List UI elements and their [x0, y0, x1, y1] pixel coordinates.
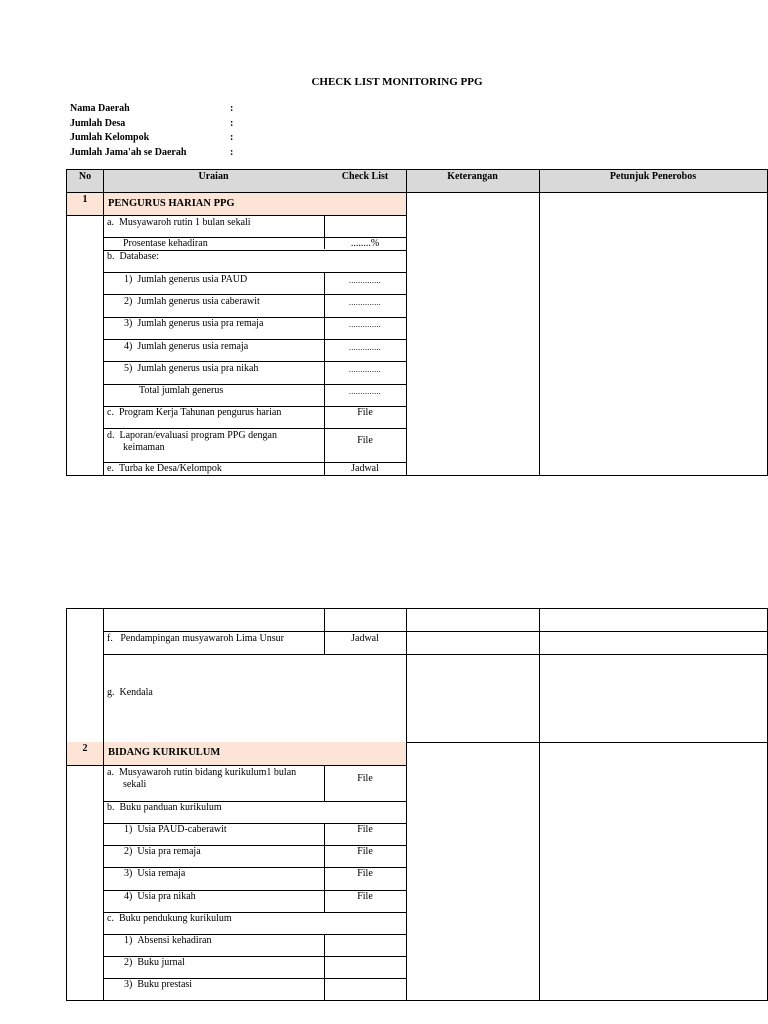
- list-item: Prosentase kehadiran: [123, 238, 208, 249]
- check-value: File: [357, 868, 373, 879]
- column-divider: [103, 609, 104, 1000]
- list-item: 2) Usia pra remaja: [124, 846, 201, 857]
- list-item: 4) Jumlah generus usia remaja: [124, 341, 249, 352]
- header-keterangan: Keterangan: [447, 171, 498, 182]
- header-info: [70, 102, 234, 160]
- section-number: 1: [67, 192, 103, 216]
- list-item: 1) Absensi kehadiran: [124, 935, 212, 946]
- list-item: 1) Jumlah generus usia PAUD: [124, 274, 248, 285]
- list-item: Total jumlah generus: [139, 385, 224, 396]
- list-item: g. Kendala: [107, 687, 153, 698]
- list-item: sekali: [123, 779, 147, 790]
- row-divider: [103, 361, 406, 362]
- row-divider: [103, 428, 406, 429]
- list-item: e. Turba ke Desa/Kelompok: [107, 463, 222, 474]
- check-value: ..............: [348, 343, 382, 352]
- meta-label: Jumlah Kelompok: [70, 132, 150, 143]
- check-value: File: [357, 891, 373, 902]
- list-item: 1) Usia PAUD-caberawit: [124, 824, 227, 835]
- meta-label: Jumlah Jama'ah se Daerah: [70, 146, 187, 158]
- list-item: keimaman: [123, 442, 165, 453]
- column-divider: [539, 170, 540, 475]
- check-value: ..............: [348, 387, 382, 396]
- column-divider: [324, 934, 325, 1000]
- section-title: BIDANG KURIKULUM: [103, 742, 406, 766]
- check-value: ..............: [348, 365, 382, 374]
- column-divider: [539, 609, 540, 1000]
- header-no: No: [78, 171, 92, 182]
- list-item: 2) Jumlah generus usia caberawit: [124, 296, 260, 307]
- list-item: 3) Buku prestasi: [124, 979, 193, 990]
- meta-row: [70, 146, 234, 161]
- list-item: 3) Usia remaja: [124, 868, 186, 879]
- meta-colon: :: [230, 117, 234, 129]
- list-item: 3) Jumlah generus usia pra remaja: [124, 318, 264, 329]
- check-value: Jadwal: [351, 463, 379, 474]
- check-value: ........%: [350, 238, 380, 249]
- section-number: 2: [67, 742, 103, 766]
- check-value: File: [357, 435, 373, 446]
- check-value: ..............: [348, 298, 382, 307]
- meta-label: Nama Daerah: [70, 103, 130, 114]
- column-divider: [406, 609, 407, 1000]
- list-item: b. Database:: [107, 251, 159, 262]
- meta-label: Jumlah Desa: [70, 117, 126, 129]
- row-divider: [103, 654, 767, 655]
- check-value: File: [357, 773, 373, 784]
- row-divider: [103, 339, 406, 340]
- meta-colon: :: [230, 132, 234, 143]
- check-value: File: [357, 407, 373, 418]
- check-value: ..............: [348, 320, 382, 329]
- row-divider: [103, 272, 406, 273]
- meta-row: [70, 117, 234, 132]
- list-item: a. Musyawaroh rutin bidang kurikulum1 bulan: [107, 767, 297, 778]
- list-item: 4) Usia pra nikah: [124, 891, 196, 902]
- check-value: File: [357, 824, 373, 835]
- meta-row: [70, 131, 234, 146]
- section-title: PENGURUS HARIAN PPG: [103, 192, 406, 216]
- list-item: c. Buku pendukung kurikulum: [107, 913, 232, 924]
- list-item: 2) Buku jurnal: [124, 957, 185, 968]
- check-value: Jadwal: [351, 633, 379, 644]
- table-header: [67, 170, 767, 193]
- list-item: 5) Jumlah generus usia pra nikah: [124, 363, 259, 374]
- header-uraian: Uraian: [198, 171, 229, 182]
- check-value: ..............: [348, 276, 382, 285]
- list-item: f. Pendampingan musyawaroh Lima Unsur: [107, 633, 284, 644]
- checklist-table-part2: [66, 608, 768, 1001]
- list-item: d. Laporan/evaluasi program PPG dengan: [107, 430, 277, 441]
- list-item: a. Musyawaroh rutin 1 bulan sekali: [107, 217, 251, 228]
- header-check-list: Check List: [341, 171, 389, 182]
- list-item: b. Buku panduan kurikulum: [107, 802, 222, 813]
- meta-colon: :: [230, 103, 234, 114]
- meta-row: [70, 102, 234, 117]
- row-divider: [103, 631, 767, 632]
- check-value: File: [357, 846, 373, 857]
- column-divider: [406, 170, 407, 475]
- row-divider: [103, 294, 406, 295]
- checklist-table-part1: [66, 169, 768, 476]
- header-petunjuk: Petunjuk Penerobos: [609, 171, 697, 182]
- meta-colon: :: [230, 146, 234, 158]
- list-item: c. Program Kerja Tahunan pengurus harian: [107, 407, 282, 418]
- document-title: CHECK LIST MONITORING PPG: [311, 76, 483, 88]
